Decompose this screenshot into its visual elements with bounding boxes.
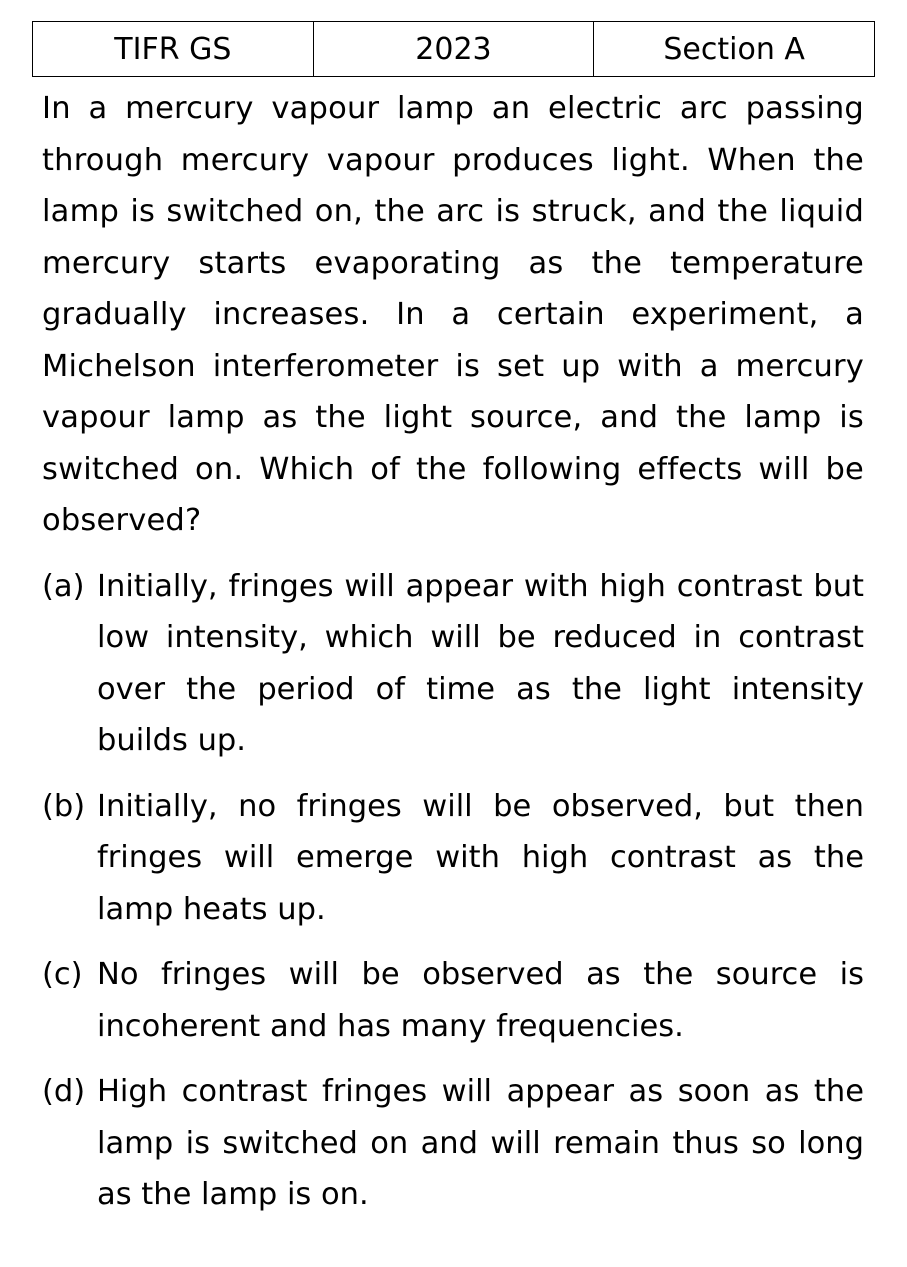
question-text: In a mercury vapour lamp an electric arc passing through mercury vapour produces light. When the lamp is switched on, the arc is struck, and the liquid mercury starts evaporating as the temperature gradually increases. In a certain experiment, a Michelson interferometer is set up with a mercury vapour lamp as the light source, and the lamp is switched on. Which of the following effects will be observed? xyxy=(42,91,864,538)
option-label: (b) xyxy=(42,788,86,824)
question-content xyxy=(42,83,864,1235)
option-label: (c) xyxy=(42,957,83,992)
exam-year-cell: 2023 xyxy=(313,22,594,77)
option-text: High contrast fringes will appear as soon as the lamp is switched on and will remain thus so long as the lamp is on. xyxy=(97,1074,864,1212)
exam-name-cell: TIFR GS xyxy=(33,22,314,77)
answer-options xyxy=(42,561,864,1221)
option-label: (d) xyxy=(42,1074,86,1109)
option-text: Initially, no fringes will be observed, but then fringes will emerge with high contrast as the lamp heats up. xyxy=(97,788,864,927)
option-d xyxy=(42,1066,864,1221)
option-text: Initially, fringes will appear with high contrast but low intensity, which will be reduced in contrast over the period of time as the light intensity builds up. xyxy=(97,568,864,758)
option-c xyxy=(42,949,864,1052)
option-text: No fringes will be observed as the source is incoherent and has many frequencies. xyxy=(97,957,864,1044)
header-row xyxy=(33,22,875,77)
header-table xyxy=(32,21,875,77)
option-b xyxy=(42,781,864,936)
option-label: (a) xyxy=(42,568,85,604)
section-cell: Section A xyxy=(594,22,875,77)
option-a xyxy=(42,561,864,767)
